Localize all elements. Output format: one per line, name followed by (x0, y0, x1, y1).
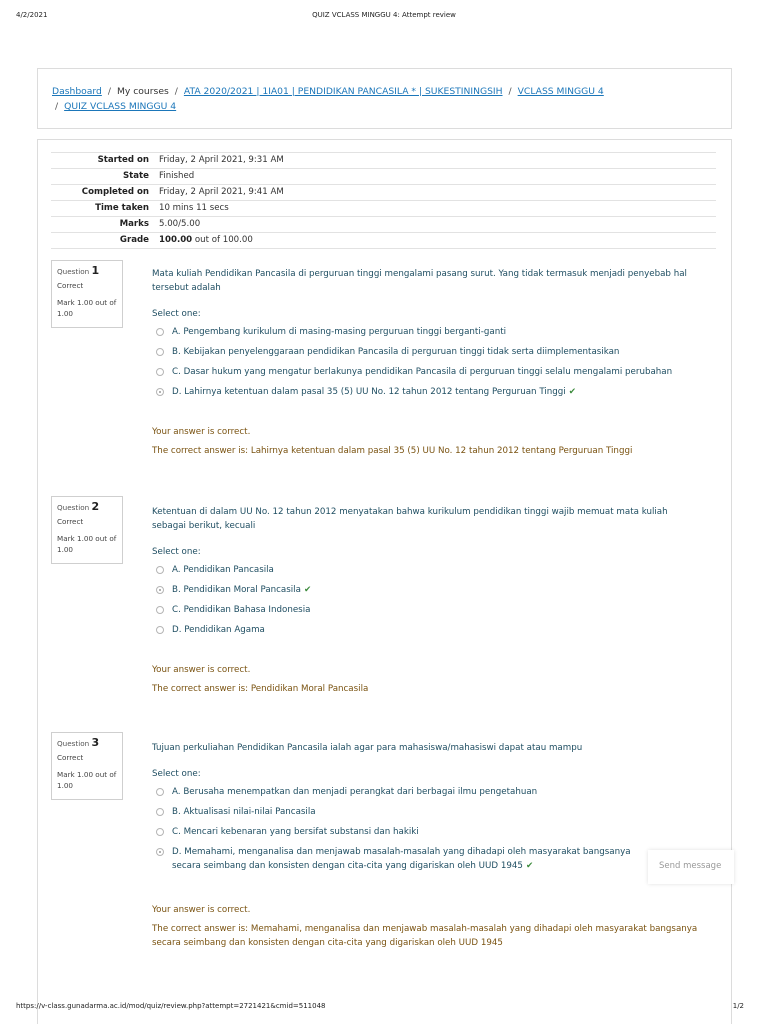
breadcrumb-section-link[interactable]: VCLASS MINGGU 4 (517, 86, 604, 97)
radio-icon[interactable] (156, 586, 164, 594)
question-number: Question 3 (57, 736, 100, 749)
question-number: Question 2 (57, 500, 100, 513)
radio-icon[interactable] (156, 828, 164, 836)
print-page-number: 1/2 (732, 1002, 744, 1010)
radio-icon[interactable] (156, 788, 164, 796)
radio-icon[interactable] (156, 328, 164, 336)
radio-icon[interactable] (156, 388, 164, 396)
question-info-1 (51, 260, 123, 328)
answer-option[interactable]: B. Kebijakan penyelenggaraan pendidikan Pancasila di perguruan tinggi tidak serta diimplementasikan (152, 345, 700, 359)
question-text: Tujuan perkuliahan Pendidikan Pancasila ialah agar para mahasiswa/mahasiswi dapat atau mampu (152, 743, 583, 753)
summary-label: Grade (119, 235, 149, 245)
grade-value: 100.00 (159, 235, 193, 245)
radio-icon[interactable] (156, 626, 164, 634)
breadcrumb-my-courses: My courses (116, 86, 169, 97)
question-state: Correct (57, 281, 84, 290)
question-mark: Mark 1.00 out of 1.00 (57, 298, 117, 318)
answer-option-selected[interactable]: D. Lahirnya ketentuan dalam pasal 35 (5) UU No. 12 tahun 2012 tentang Perguruan Tinggi ✔ (152, 385, 700, 399)
answer-option-selected[interactable]: D. Memahami, menganalisa dan menjawab masalah-masalah yang dihadapi oleh masyarakat bangsanya secara seimbang dan konsisten dengan cita-cita yang digariskan oleh UUD 1945 ✔ (152, 845, 700, 873)
question-info-3 (51, 732, 123, 800)
summary-label: State (122, 171, 149, 181)
breadcrumb-quiz-link[interactable]: QUIZ VCLASS MINGGU 4 (64, 101, 177, 112)
breadcrumb-dashboard-link[interactable]: Dashboard (52, 86, 102, 97)
check-icon: ✔ (303, 585, 312, 595)
answer-feedback: Your answer is correct. (152, 665, 251, 675)
summary-label: Time taken (95, 203, 149, 213)
answer-option[interactable]: C. Mencari kebenaran yang bersifat substansi dan hakiki (152, 825, 700, 839)
summary-label: Started on (97, 155, 149, 165)
summary-value (149, 233, 253, 248)
question-info-2 (51, 496, 123, 564)
answer-option[interactable]: C. Pendidikan Bahasa Indonesia (152, 603, 700, 617)
attempt-summary-table (51, 152, 716, 249)
select-one-label: Select one: (152, 547, 201, 557)
answer-option[interactable]: A. Pendidikan Pancasila (152, 563, 700, 577)
summary-label: Marks (119, 219, 149, 229)
question-state: Correct (57, 517, 84, 526)
radio-icon[interactable] (156, 348, 164, 356)
correct-answer: The correct answer is: Pendidikan Moral Pancasila (152, 684, 369, 694)
print-date: 4/2/2021 (16, 11, 48, 19)
radio-icon[interactable] (156, 606, 164, 614)
answer-feedback: Your answer is correct. (152, 427, 251, 437)
breadcrumb-separator: / (107, 86, 111, 97)
summary-row-completed (51, 185, 716, 201)
summary-value: 10 mins 11 secs (159, 203, 229, 213)
breadcrumb-separator: / (508, 86, 512, 97)
select-one-label: Select one: (152, 309, 201, 319)
summary-row-time-taken (51, 201, 716, 217)
breadcrumb-course-link[interactable]: ATA 2020/2021 | 1IA01 | PENDIDIKAN PANCASILA * | SUKESTININGSIH (183, 86, 503, 97)
question-number: Question 1 (57, 264, 100, 277)
breadcrumb-separator: / (55, 101, 59, 112)
summary-value: Finished (159, 171, 195, 181)
radio-icon[interactable] (156, 848, 164, 856)
answer-feedback: Your answer is correct. (152, 905, 251, 915)
send-message-button[interactable]: Send message (648, 850, 734, 884)
summary-row-started (51, 153, 716, 169)
print-header (0, 11, 768, 23)
question-content-1 (152, 267, 700, 458)
question-state: Correct (57, 753, 84, 762)
answer-option[interactable]: C. Dasar hukum yang mengatur berlakunya pendidikan Pancasila di perguruan tinggi selalu mengalami perubahan (152, 365, 700, 379)
summary-value: Friday, 2 April 2021, 9:41 AM (159, 187, 284, 197)
answer-option[interactable]: D. Pendidikan Agama (152, 623, 700, 637)
check-icon: ✔ (525, 861, 534, 871)
radio-icon[interactable] (156, 368, 164, 376)
answer-option[interactable]: B. Aktualisasi nilai-nilai Pancasila (152, 805, 700, 819)
print-url: https://v-class.gunadarma.ac.id/mod/quiz/review.php?attempt=2721421&cmid=511048 (16, 1002, 326, 1010)
question-text: Ketentuan di dalam UU No. 12 tahun 2012 menyatakan bahwa kurikulum pendidikan tinggi wajib memuat mata kuliah sebagai berikut, kecuali (152, 507, 668, 531)
summary-value: Friday, 2 April 2021, 9:31 AM (159, 155, 284, 165)
answer-option-selected[interactable]: B. Pendidikan Moral Pancasila ✔ (152, 583, 700, 597)
print-title: QUIZ VCLASS MINGGU 4: Attempt review (312, 11, 456, 19)
radio-icon[interactable] (156, 808, 164, 816)
answer-option[interactable]: A. Berusaha menempatkan dan menjadi perangkat dari berbagai ilmu pengetahuan (152, 785, 700, 799)
question-content-2 (152, 505, 700, 696)
check-icon: ✔ (568, 387, 577, 397)
summary-value: 5.00/5.00 (159, 219, 201, 229)
grade-out-of: out of 100.00 (192, 235, 253, 245)
summary-row-state (51, 169, 716, 185)
correct-answer: The correct answer is: Memahami, menganalisa dan menjawab masalah-masalah yang dihadapi oleh masyarakat bangsanya secara seimbang dan konsisten dengan cita-cita yang digariskan oleh UUD 1945 (152, 924, 698, 948)
radio-icon[interactable] (156, 566, 164, 574)
question-mark: Mark 1.00 out of 1.00 (57, 770, 117, 790)
question-text: Mata kuliah Pendidikan Pancasila di perguruan tinggi mengalami pasang surut. Yang tidak termasuk menjadi penyebab hal tersebut adalah (152, 269, 687, 293)
print-footer (0, 1002, 768, 1014)
question-content-3 (152, 741, 700, 950)
summary-row-marks (51, 217, 716, 233)
select-one-label: Select one: (152, 769, 201, 779)
question-mark: Mark 1.00 out of 1.00 (57, 534, 117, 554)
summary-row-grade (51, 233, 716, 249)
summary-label: Completed on (81, 187, 149, 197)
answer-option[interactable]: A. Pengembang kurikulum di masing-masing perguruan tinggi berganti-ganti (152, 325, 700, 339)
breadcrumb (37, 68, 732, 129)
breadcrumb-separator: / (174, 86, 178, 97)
correct-answer: The correct answer is: Lahirnya ketentuan dalam pasal 35 (5) UU No. 12 tahun 2012 tentang Perguruan Tinggi (152, 446, 633, 456)
